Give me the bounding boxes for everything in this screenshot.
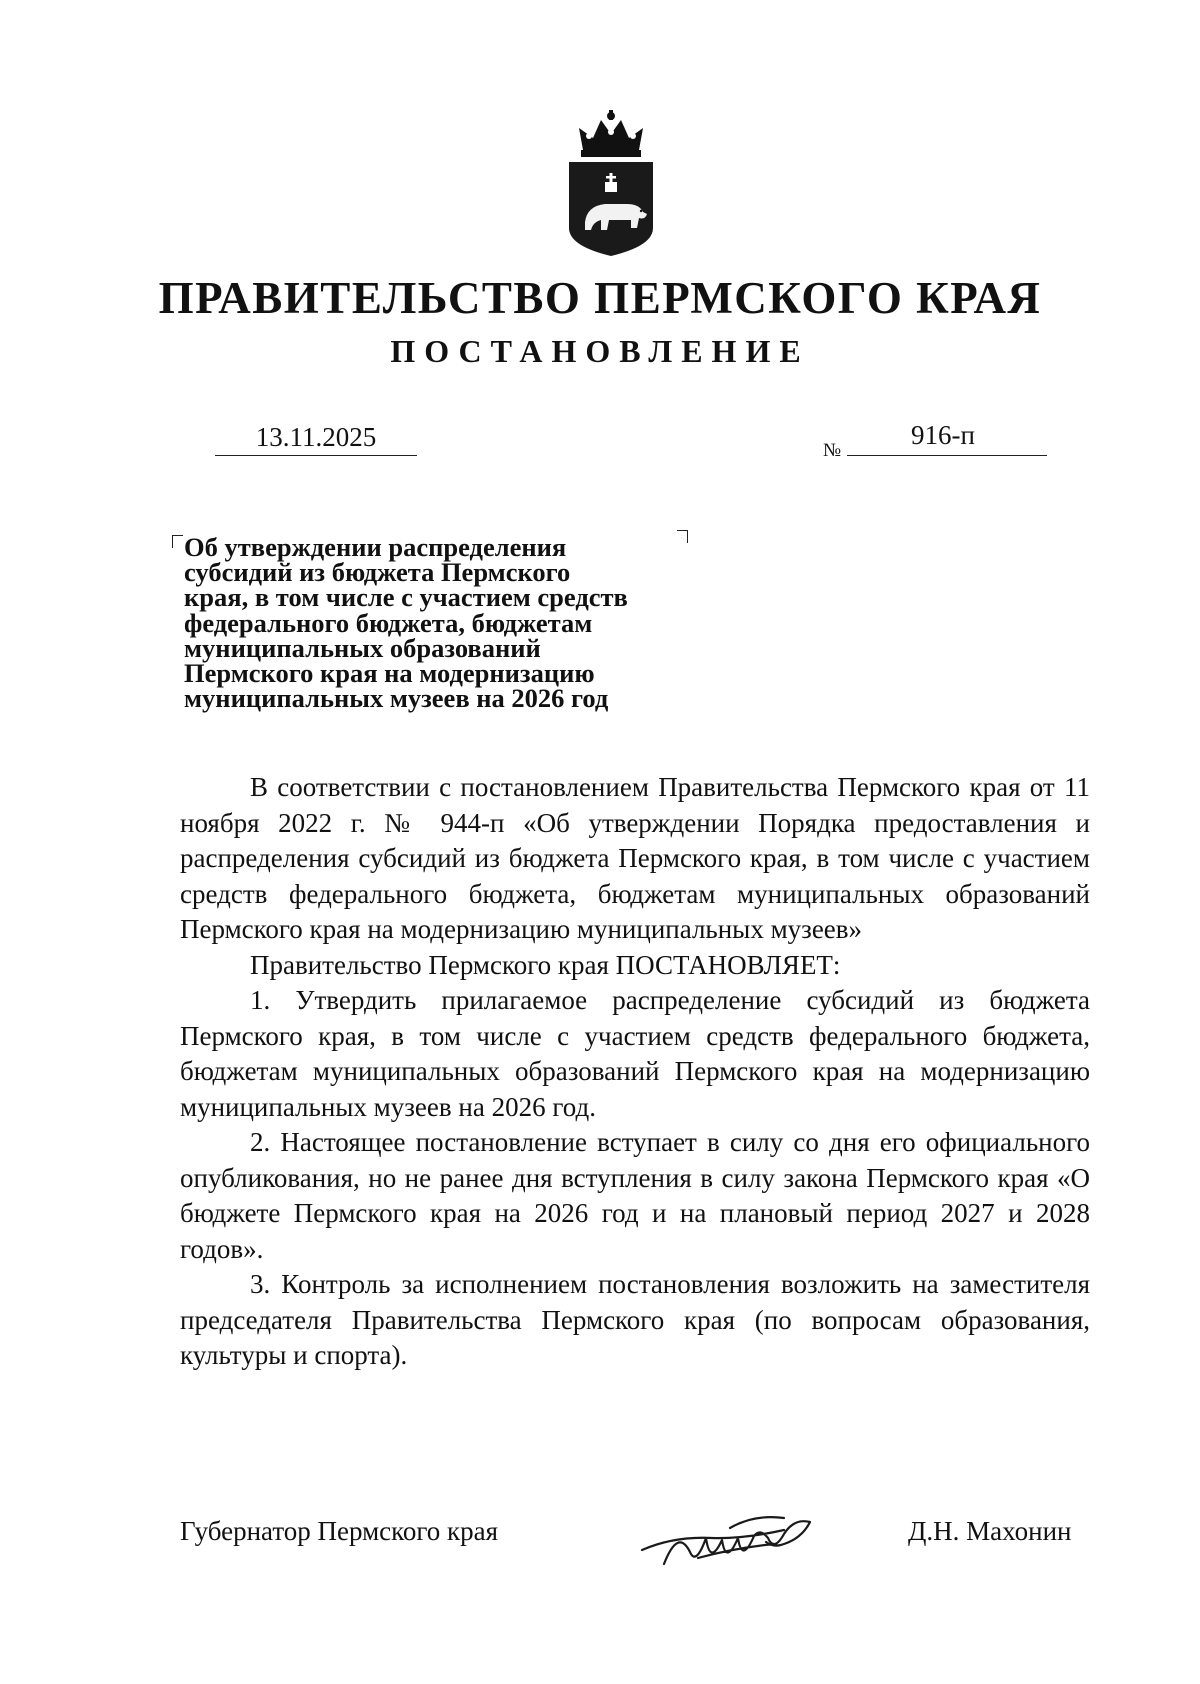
document-heading: [184, 532, 664, 714]
item-1-paragraph: 1. Утвердить прилагаемое распределение субсидий из бюджета Пермского края, в том числе с участием средств федерального бюджета, бюджетам муниципальных образований Пермского края на модернизацию муниципальных музеев на 2026 год.: [180, 985, 1090, 1122]
signatory-name: Д.Н. Махонин: [908, 1516, 1072, 1546]
heading-line: Об утверждении распределения: [184, 532, 567, 562]
heading-line: края, в том числе с участием средств: [184, 582, 628, 613]
heading-line: федерального бюджета, бюджетам: [184, 607, 593, 638]
document-number: 916-п: [847, 418, 1047, 456]
document-date: 13.11.2025: [215, 420, 417, 456]
coat-of-arms-icon: [565, 110, 657, 260]
heading-line: Пермского края на модернизацию: [184, 658, 595, 689]
handwritten-signature-icon: [634, 1508, 824, 1578]
resolves-paragraph: Правительство Пермского края ПОСТАНОВЛЯЕТ:: [250, 949, 841, 980]
heading-corner-mark-left: [172, 535, 183, 548]
heading-corner-mark-right: [677, 530, 688, 543]
signatory-position: Губернатор Пермского края: [180, 1516, 499, 1546]
heading-line: субсидий из бюджета Пермского: [184, 557, 571, 588]
item-3-paragraph: 3. Контроль за исполнением постановления возложить на заместителя председателя Правительства Пермского края (по вопросам образования, культуры и спорта).: [180, 1269, 1090, 1370]
number-sign: №: [823, 440, 842, 461]
heading-line: муниципальных музеев на 2026 год: [184, 683, 609, 714]
item-2-paragraph: 2. Настоящее постановление вступает в силу со дня его официального опубликования, но не ранее дня вступления в силу закона Пермского края «О бюджете Пермского края на 2026 год и на плановый период 2027 и 2028 годов».: [180, 1127, 1090, 1264]
organization-title: ПРАВИТЕЛЬСТВО ПЕРМСКОГО КРАЯ: [158, 273, 1042, 323]
preamble-paragraph: В соответствии с постановлением Правительства Пермского края от 11 ноября 2022 г. № 944-п «Об утверждении Порядка предоставления и распределения субсидий из бюджета Пермского края, в том числе с участием средств федерального бюджета, бюджетам муниципальных образований Пермского края на модернизацию муниципальных музеев»: [180, 772, 1090, 944]
document-type-title: ПОСТАНОВЛЕНИЕ: [390, 333, 810, 369]
heading-line: муниципальных образований: [184, 632, 541, 663]
document-body: [180, 770, 1090, 1374]
